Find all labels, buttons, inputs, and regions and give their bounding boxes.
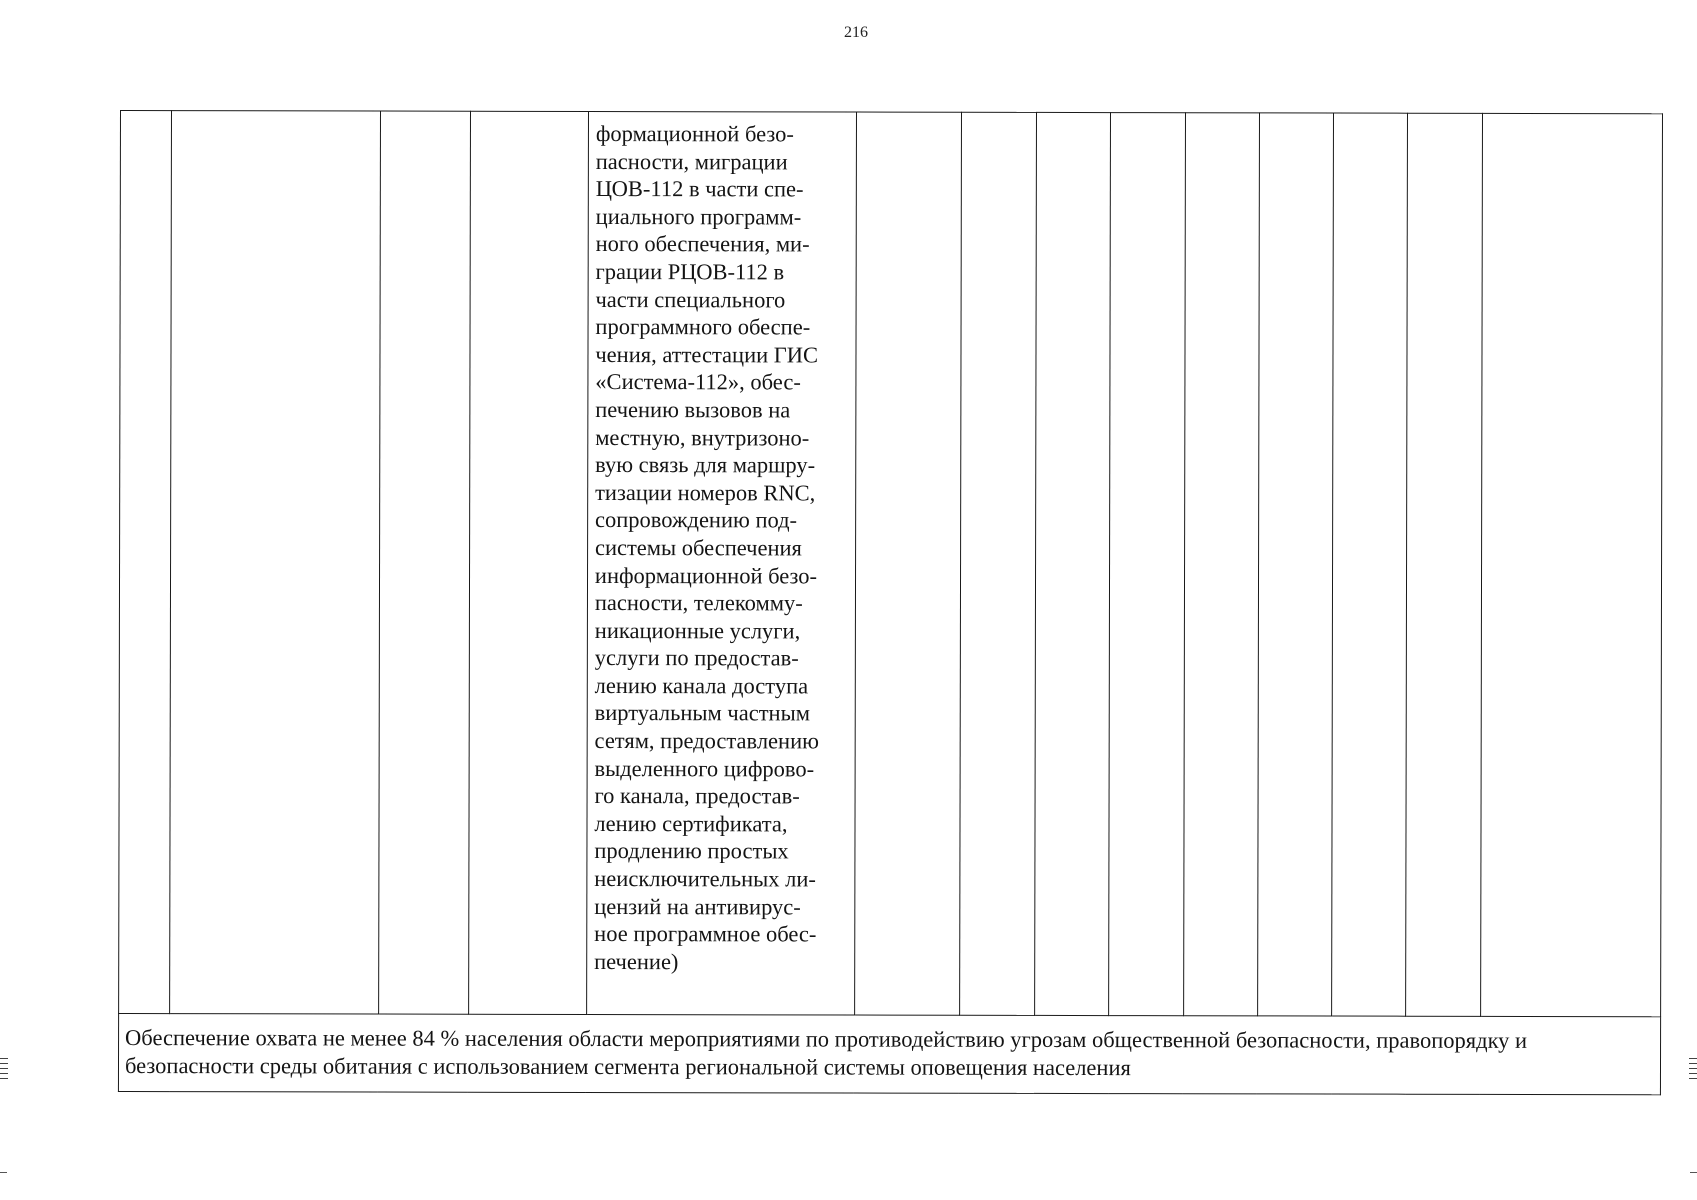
table-row-summary	[118, 1013, 1660, 1094]
table-cell-result	[1480, 113, 1662, 1016]
table-cell-value	[1109, 113, 1185, 1016]
summary-objective-text: Обеспечение охвата не менее 84 % населения области мероприятиями по противодействию угрозам общественной безопасности, правопорядку и безопасности среды обитания с использованием сегмента региональной системы оповещения населения	[118, 1013, 1660, 1094]
table-cell-number	[119, 111, 172, 1014]
scan-edge-dash	[0, 1172, 7, 1173]
table-row	[119, 111, 1663, 1017]
table-cell-value	[1257, 113, 1333, 1016]
table-cell-value	[959, 112, 1036, 1015]
table-cell-name	[170, 111, 380, 1014]
table-cell-value	[1406, 113, 1482, 1016]
table-cell-value	[1035, 112, 1111, 1015]
scan-edge-marks-left	[0, 1058, 8, 1083]
table-cell-value	[1332, 113, 1408, 1016]
program-table	[118, 110, 1663, 1095]
scan-edge-dash	[1690, 1172, 1697, 1173]
table-cell-period	[378, 111, 470, 1014]
scan-edge-marks-right	[1689, 1058, 1697, 1083]
table-cell-source	[854, 112, 961, 1015]
table-cell-executor	[468, 111, 588, 1014]
page-number: 216	[844, 24, 868, 41]
table-cell-description: формационной безо- пасности, миграции ЦОВ-112 в части спе- циального программ- ного обеспечения, ми- грации РЦОВ-112 в части специального программного обеспе- чения, аттестации ГИС «Система-112», обес- печению вызовов на местную, внутризоно- вую связь для маршру- тизации номеров RNC, сопровождению под- системы обеспечения информационной безо- пасности, телекомму- никационные услуги, услуги по предостав- лению канала доступа виртуальным частным сетям, предоставлению выделенного цифрово- го канала, предостав- лению сертификата, продлению простых неисключительных ли- цензий на антивирус- ное программное обес- печение)	[586, 111, 856, 1015]
table-cell-value	[1183, 113, 1259, 1016]
